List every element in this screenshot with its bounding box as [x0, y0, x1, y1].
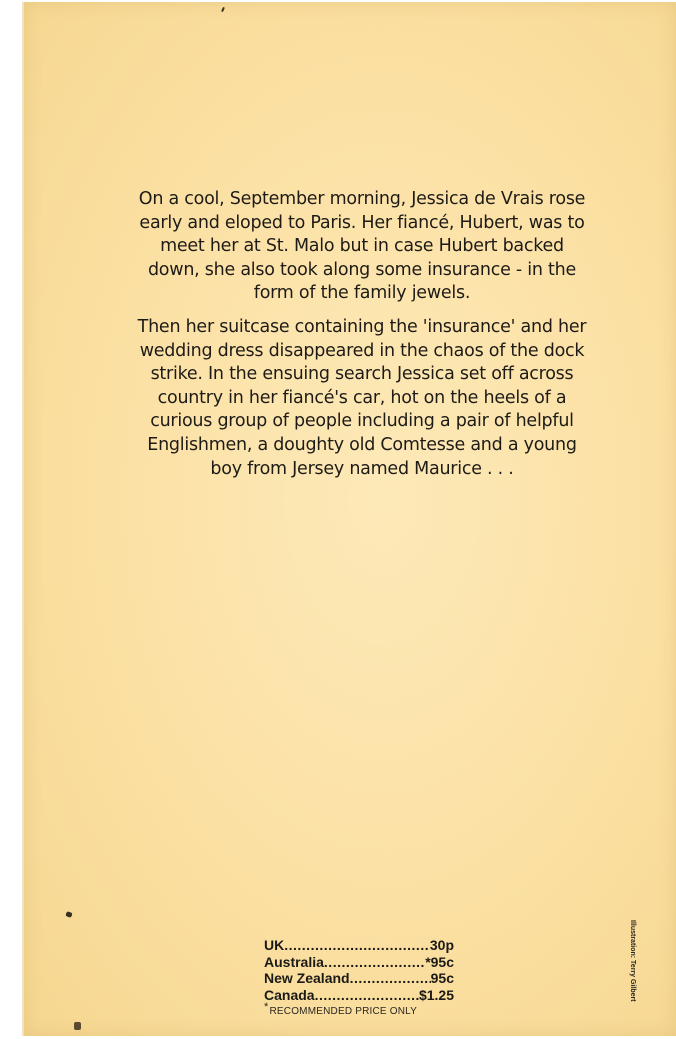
price-leader-dots [324, 954, 425, 971]
price-country: Australia [264, 953, 324, 970]
price-row-canada [264, 987, 454, 1004]
price-value: *95c [425, 953, 454, 970]
price-leader-dots [315, 987, 419, 1004]
illustration-credit-text: Illustration: Terry Gilbert [629, 920, 636, 1002]
price-leader-dots [284, 937, 430, 954]
price-value: 30p [429, 937, 454, 953]
blurb-paragraph-2: Then her suitcase containing the 'insurance' and her wedding dress disappeared in the chaos of the dock strike. In the ensuing search Jessica set off across country in her fiancé's car, hot on the heels of a curious group of people including a pair of helpful Englishmen, a doughty old Comtesse and a young boy from Jersey named Maurice . . . [137, 316, 587, 479]
print-speck [221, 7, 225, 12]
book-back-cover [22, 2, 676, 1036]
asterisk-marker: * [264, 1001, 269, 1013]
blurb [132, 188, 592, 491]
price-value: 95c [430, 970, 454, 986]
price-row-new-zealand [264, 970, 454, 987]
price-country: UK [264, 937, 285, 953]
blurb-paragraph-1: On a cool, September morning, Jessica de Vrais rose early and eloped to Paris. Her fiancé, Hubert, was to meet her at St. Malo but in case Hubert backed down, she also took along some insurance - in the form of the family jewels. [138, 189, 586, 304]
price-value: $1.25 [418, 986, 454, 1003]
recommended-price-note [264, 1001, 418, 1017]
price-leader-dots [350, 970, 431, 987]
recommended-price-text: RECOMMENDED PRICE ONLY [269, 1006, 418, 1017]
print-speck [74, 1022, 81, 1030]
price-row-uk [264, 937, 454, 954]
price-country: Canada [264, 986, 315, 1003]
price-country: New Zealand [264, 970, 350, 986]
price-row-australia [264, 954, 454, 971]
price-list [264, 937, 454, 1003]
illustration-credit [629, 920, 646, 1020]
print-speck [65, 911, 72, 918]
